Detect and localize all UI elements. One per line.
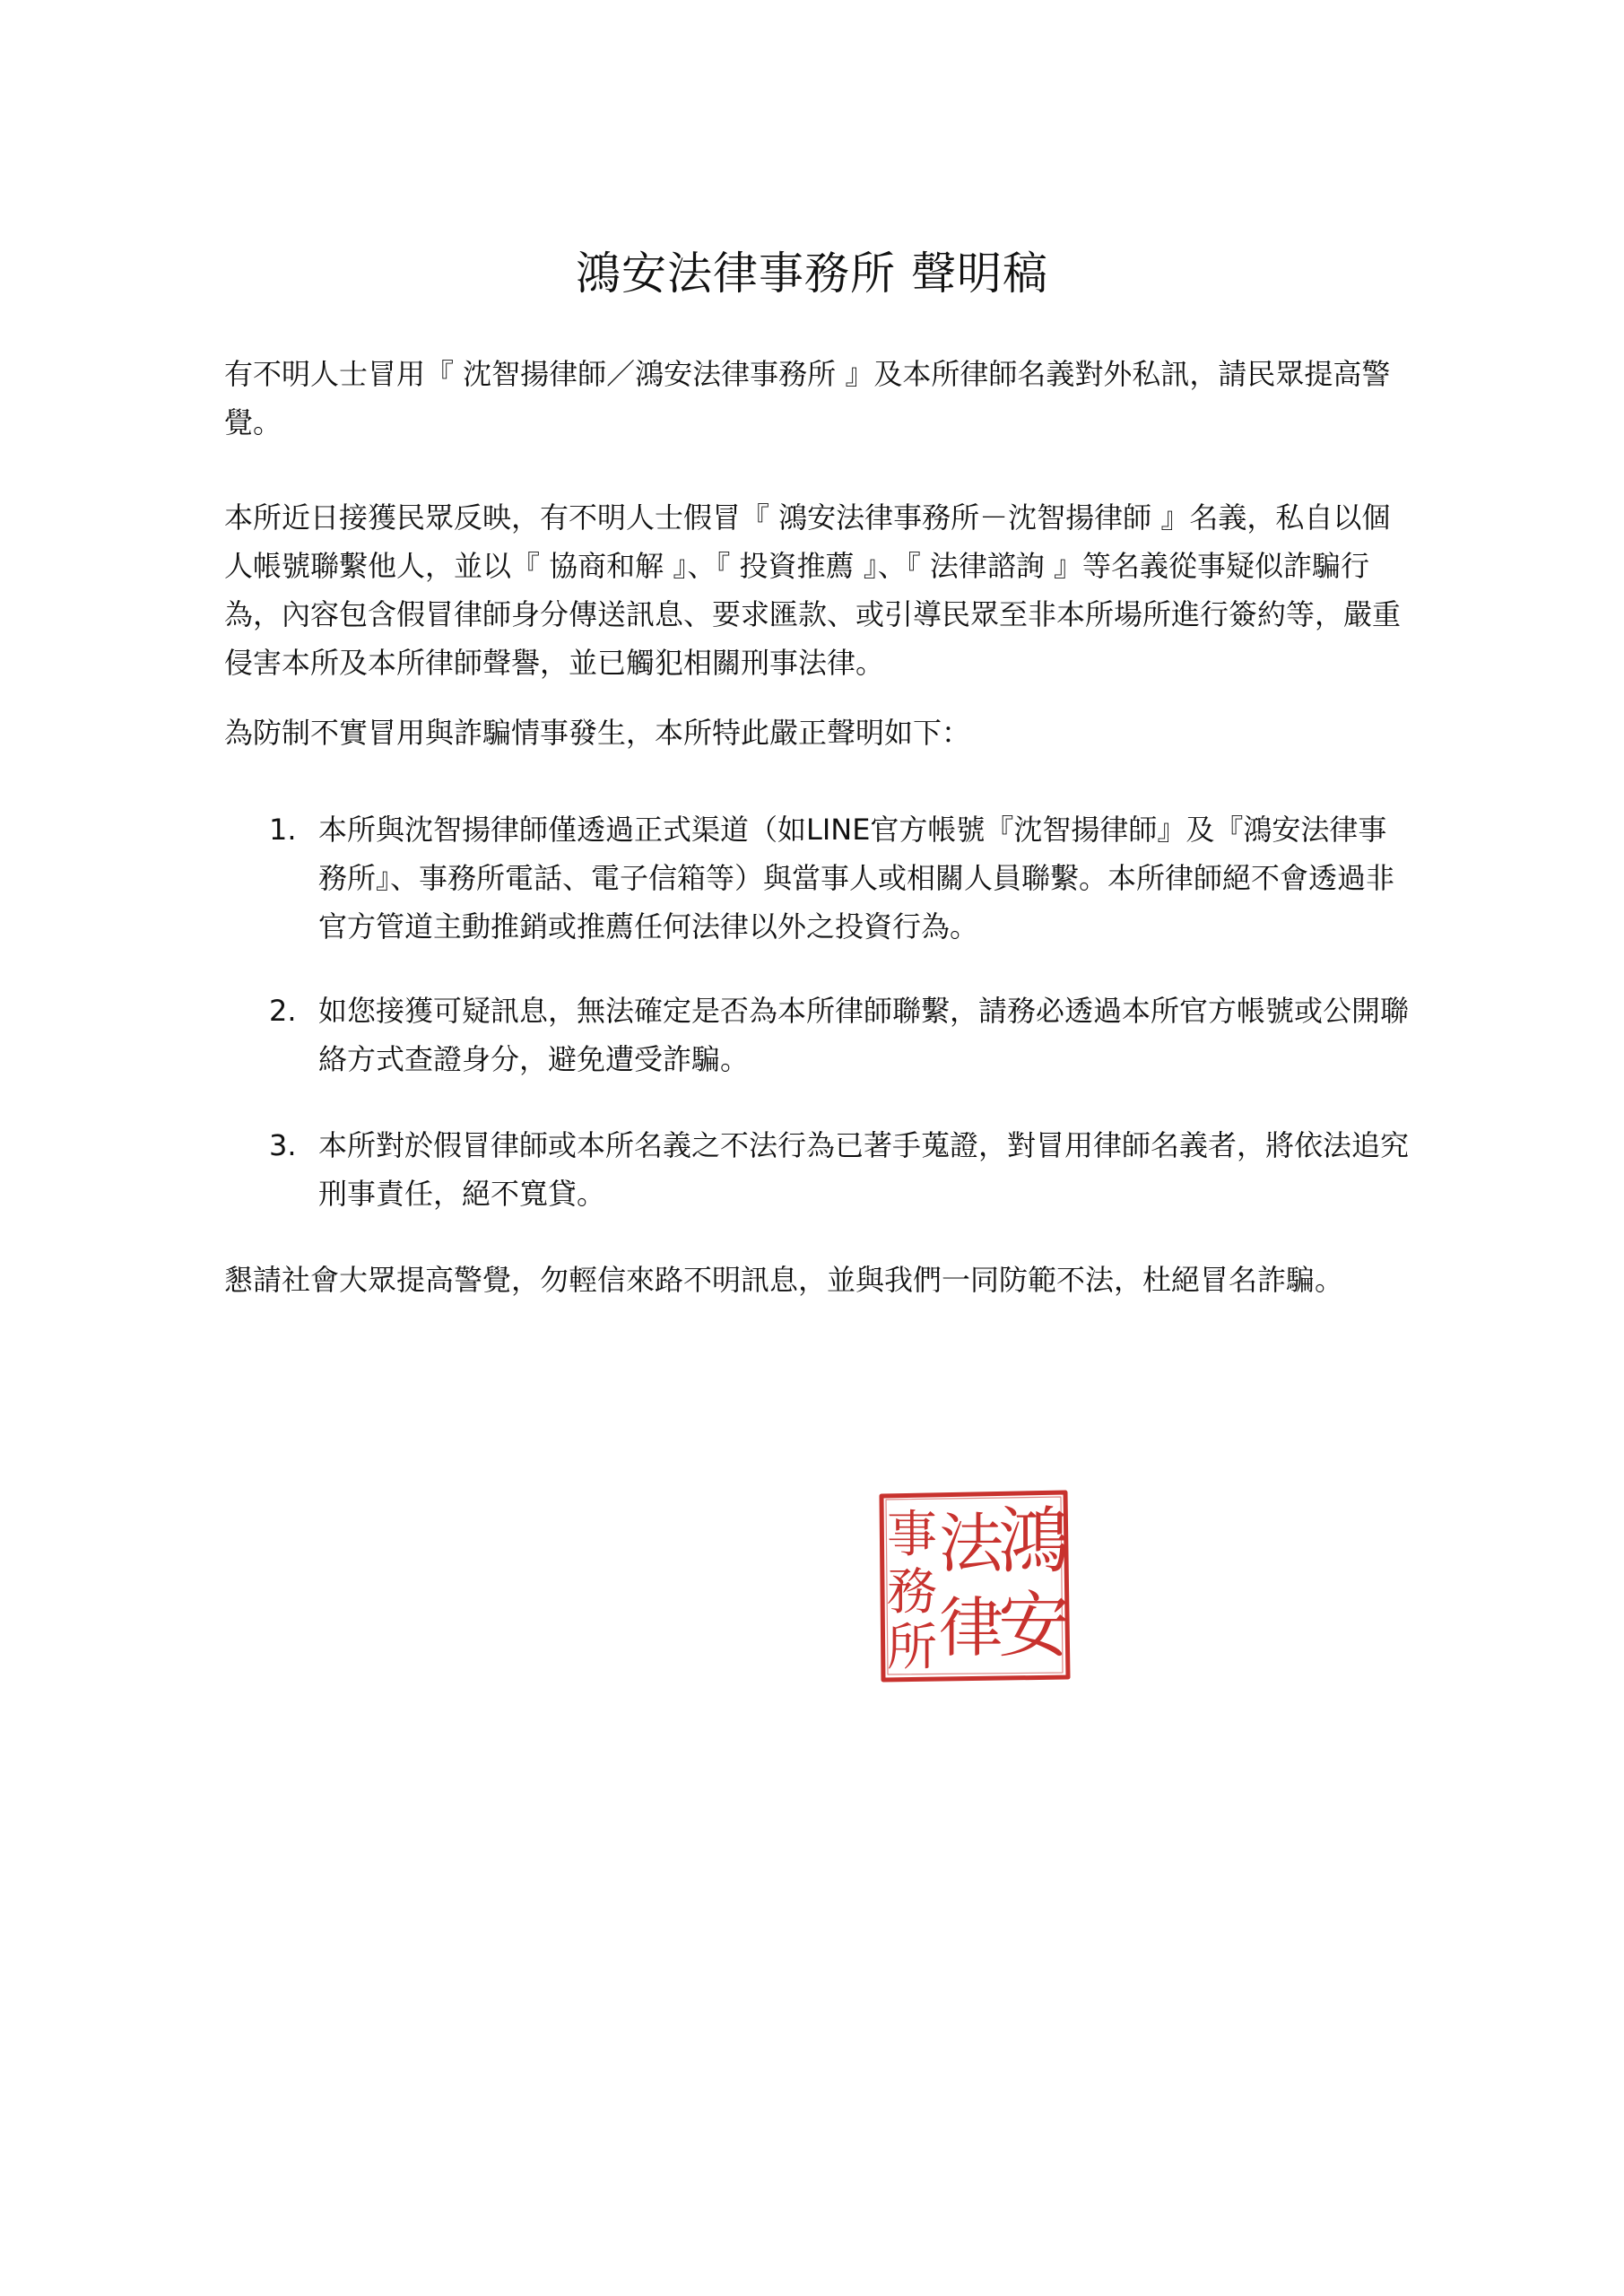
seal-char: 安: [998, 1584, 1070, 1667]
document-title: 鴻安法律事務所 聲明稿: [576, 248, 1048, 300]
seal-char: 所: [887, 1619, 937, 1677]
company-seal: [874, 1487, 1073, 1686]
seal-char: 務: [887, 1563, 937, 1622]
declaration-lead: 為防制不實冒用與詐騙情事發生，本所特此嚴正聲明如下：: [224, 716, 971, 750]
list-text: 本所與沈智揚律師僅透過正式渠道（如LINE官方帳號『沈智揚律師』及『鴻安法律事務所』、事務所電話、電子信箱等）與當事人或相關人員聯繫。本所律師絕不會透過非官方管道主動推銷或推薦任何法律以外之投資行為。: [318, 813, 1395, 944]
seal-char: 法: [938, 1506, 1004, 1581]
seal-char: 鴻: [998, 1500, 1070, 1583]
list-text: 本所對於假冒律師或本所名義之不法行為已著手蒐證，對冒用律師名義者，將依法追究刑事責任，絕不寬貸。: [318, 1128, 1410, 1211]
closing-paragraph: 懇請社會大眾提高警覺，勿輕信來路不明訊息，並與我們一同防範不法，杜絕冒名詐騙。: [224, 1263, 1344, 1297]
seal-char: 律: [938, 1590, 1004, 1665]
list-number: 3.: [269, 1128, 297, 1162]
body-paragraph: 本所近日接獲民眾反映，有不明人士假冒『 鴻安法律事務所－沈智揚律師 』名義，私自以個人帳號聯繫他人，並以『 協商和解 』、『 投資推薦 』、『 法律諮詢 』等名義從事疑似詐騙行為，內容包含假冒律師身分傳送訊息、要求匯款、或引導民眾至非本所場所進行簽約等，嚴重侵害本所及本所律師聲譽，並已觸犯相關刑事法律。: [224, 500, 1402, 680]
list-text: 如您接獲可疑訊息，無法確定是否為本所律師聯繫，請務必透過本所官方帳號或公開聯絡方式查證身分，避免遭受詐騙。: [318, 994, 1410, 1076]
list-number: 2.: [269, 994, 297, 1028]
seal-text: [887, 1500, 1070, 1677]
seal-char: 事: [887, 1506, 937, 1564]
list-number: 1.: [269, 813, 297, 847]
intro-paragraph: 有不明人士冒用『 沈智揚律師／鴻安法律事務所 』及本所律師名義對外私訊，請民眾提高警覺。: [224, 357, 1391, 439]
